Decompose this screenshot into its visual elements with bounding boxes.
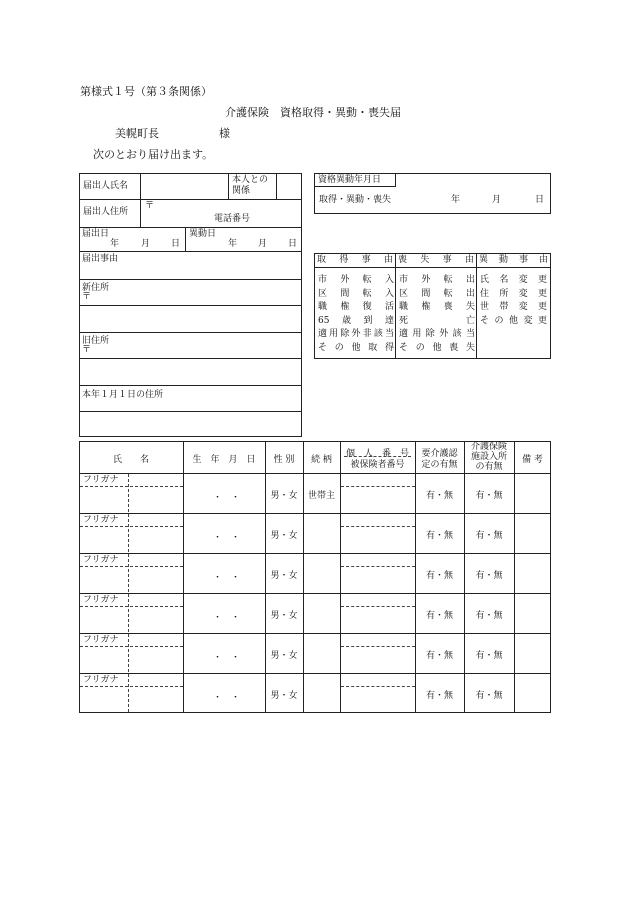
old-postal-mark: 〒 (82, 345, 92, 355)
header-name: 氏 名 (112, 455, 149, 465)
header-care-1: 要介護認 (421, 449, 458, 459)
furigana-label: フリガナ (83, 555, 119, 565)
facility-option[interactable]: 有・無 (475, 531, 503, 541)
change-kinds: 取得・異動・喪失 (319, 195, 392, 205)
sex-option[interactable]: 男・女 (270, 611, 298, 621)
jan1-address-label: 本年１月１日の住所 (82, 390, 164, 400)
relation-label-1: 本人との (232, 175, 269, 185)
birth-dots: ・ ・ (213, 573, 241, 583)
birth-dots: ・ ・ (213, 693, 241, 703)
sex-option[interactable]: 男・女 (270, 651, 298, 661)
acquire-item: 適用除外非該当 (318, 329, 394, 339)
phone-label: 電話番号 (214, 214, 251, 224)
birth-dots: ・ ・ (213, 653, 241, 663)
move-month: 月 (258, 239, 268, 249)
sex-option[interactable]: 男・女 (270, 531, 298, 541)
acquire-item: 職権復活 (318, 302, 394, 312)
facility-option[interactable]: 有・無 (475, 651, 503, 661)
applicant-address-label: 届出人住所 (83, 207, 129, 217)
care-option[interactable]: 有・無 (425, 571, 453, 581)
furigana-label: フリガナ (83, 595, 119, 605)
sex-option[interactable]: 男・女 (270, 571, 298, 581)
birth-dots: ・ ・ (213, 493, 241, 503)
form-number: 第様式１号（第３条関係） (80, 85, 212, 98)
furigana-label: フリガナ (83, 475, 119, 485)
change-item: 住所変更 (480, 288, 547, 299)
facility-option[interactable]: 有・無 (475, 491, 503, 501)
sex-option[interactable]: 男・女 (270, 691, 298, 701)
acquire-item: 区間転入 (318, 288, 394, 299)
change-item: 世帯変更 (480, 302, 547, 312)
care-option[interactable]: 有・無 (425, 491, 453, 501)
change-day: 日 (535, 195, 545, 205)
applicant-name-field[interactable] (142, 175, 226, 197)
reason-label: 届出事由 (82, 254, 119, 264)
jan1-address-field[interactable] (81, 412, 300, 435)
facility-option[interactable]: 有・無 (475, 571, 503, 581)
old-address-field[interactable] (81, 359, 300, 383)
furigana-label: フリガナ (83, 635, 119, 645)
header-facility-2: 施設入所 (470, 452, 507, 462)
applicant-name-label: 届出人氏名 (83, 181, 129, 191)
header-sex: 性 別 (273, 455, 295, 465)
change-year: 年 (451, 195, 461, 205)
acquire-item: 65歳到達 (318, 315, 394, 326)
header-lose: 喪失事由 (398, 255, 474, 265)
lose-item: その他喪失 (399, 342, 475, 353)
care-option[interactable]: 有・無 (425, 691, 453, 701)
change-item: その他変更 (480, 315, 547, 326)
header-relation: 続 柄 (311, 455, 332, 465)
birth-dots: ・ ・ (213, 533, 241, 543)
addressee: 美幌町長 (115, 127, 159, 140)
header-acquire: 取得事由 (317, 255, 393, 265)
lose-item: 区間転出 (399, 288, 475, 299)
submit-year: 年 (110, 239, 120, 249)
relation-label-2: 関係 (232, 186, 251, 196)
facility-option[interactable]: 有・無 (475, 691, 503, 701)
move-date-label: 異動日 (189, 229, 217, 239)
relation-value: 世帯主 (307, 491, 335, 501)
new-postal-mark: 〒 (82, 292, 92, 302)
header-number-2: 被保険者番号 (350, 460, 405, 470)
header-remarks: 備 考 (522, 455, 543, 465)
new-address-label: 新住所 (82, 283, 110, 293)
header-birth: 生 年 月 日 (192, 455, 256, 465)
header-facility-1: 介護保険 (470, 442, 507, 452)
submit-day: 日 (171, 239, 181, 249)
birth-dots: ・ ・ (213, 613, 241, 623)
move-day: 日 (288, 239, 298, 249)
care-option[interactable]: 有・無 (425, 611, 453, 621)
relation-field[interactable] (278, 175, 300, 197)
care-option[interactable]: 有・無 (425, 531, 453, 541)
care-option[interactable]: 有・無 (425, 651, 453, 661)
lose-item: 死 亡 (399, 315, 475, 326)
lose-item: 適用除外該当 (399, 329, 475, 339)
acquire-item: その他取得 (318, 342, 394, 353)
furigana-label: フリガナ (83, 515, 119, 525)
header-facility-3: の有無 (475, 462, 503, 472)
change-month: 月 (492, 195, 502, 205)
form-title: 介護保険 資格取得・異動・喪失届 (225, 106, 401, 119)
header-number-1: 個 人 番 号 (345, 449, 409, 459)
old-address-label: 旧住所 (82, 336, 110, 346)
submit-month: 月 (141, 239, 151, 249)
facility-option[interactable]: 有・無 (475, 611, 503, 621)
move-year: 年 (228, 239, 238, 249)
postal-mark: 〒 (145, 201, 155, 211)
honorific: 様 (219, 127, 230, 140)
lose-item: 職権喪失 (399, 302, 475, 312)
furigana-label: フリガナ (83, 675, 119, 685)
lose-item: 市外転出 (399, 275, 475, 285)
change-date-label: 資格異動年月日 (318, 175, 382, 185)
acquire-item: 市外転入 (318, 275, 394, 285)
reason-field[interactable] (130, 253, 300, 277)
header-change: 異動事由 (479, 255, 548, 265)
sex-option[interactable]: 男・女 (270, 491, 298, 501)
submit-date-label: 届出日 (82, 229, 110, 239)
intro-text: 次のとおり届け出ます。 (93, 148, 214, 161)
new-address-field[interactable] (81, 306, 300, 330)
change-item: 氏名変更 (480, 275, 547, 285)
applicant-address-field[interactable] (155, 201, 300, 213)
header-care-2: 定の有無 (421, 460, 458, 470)
